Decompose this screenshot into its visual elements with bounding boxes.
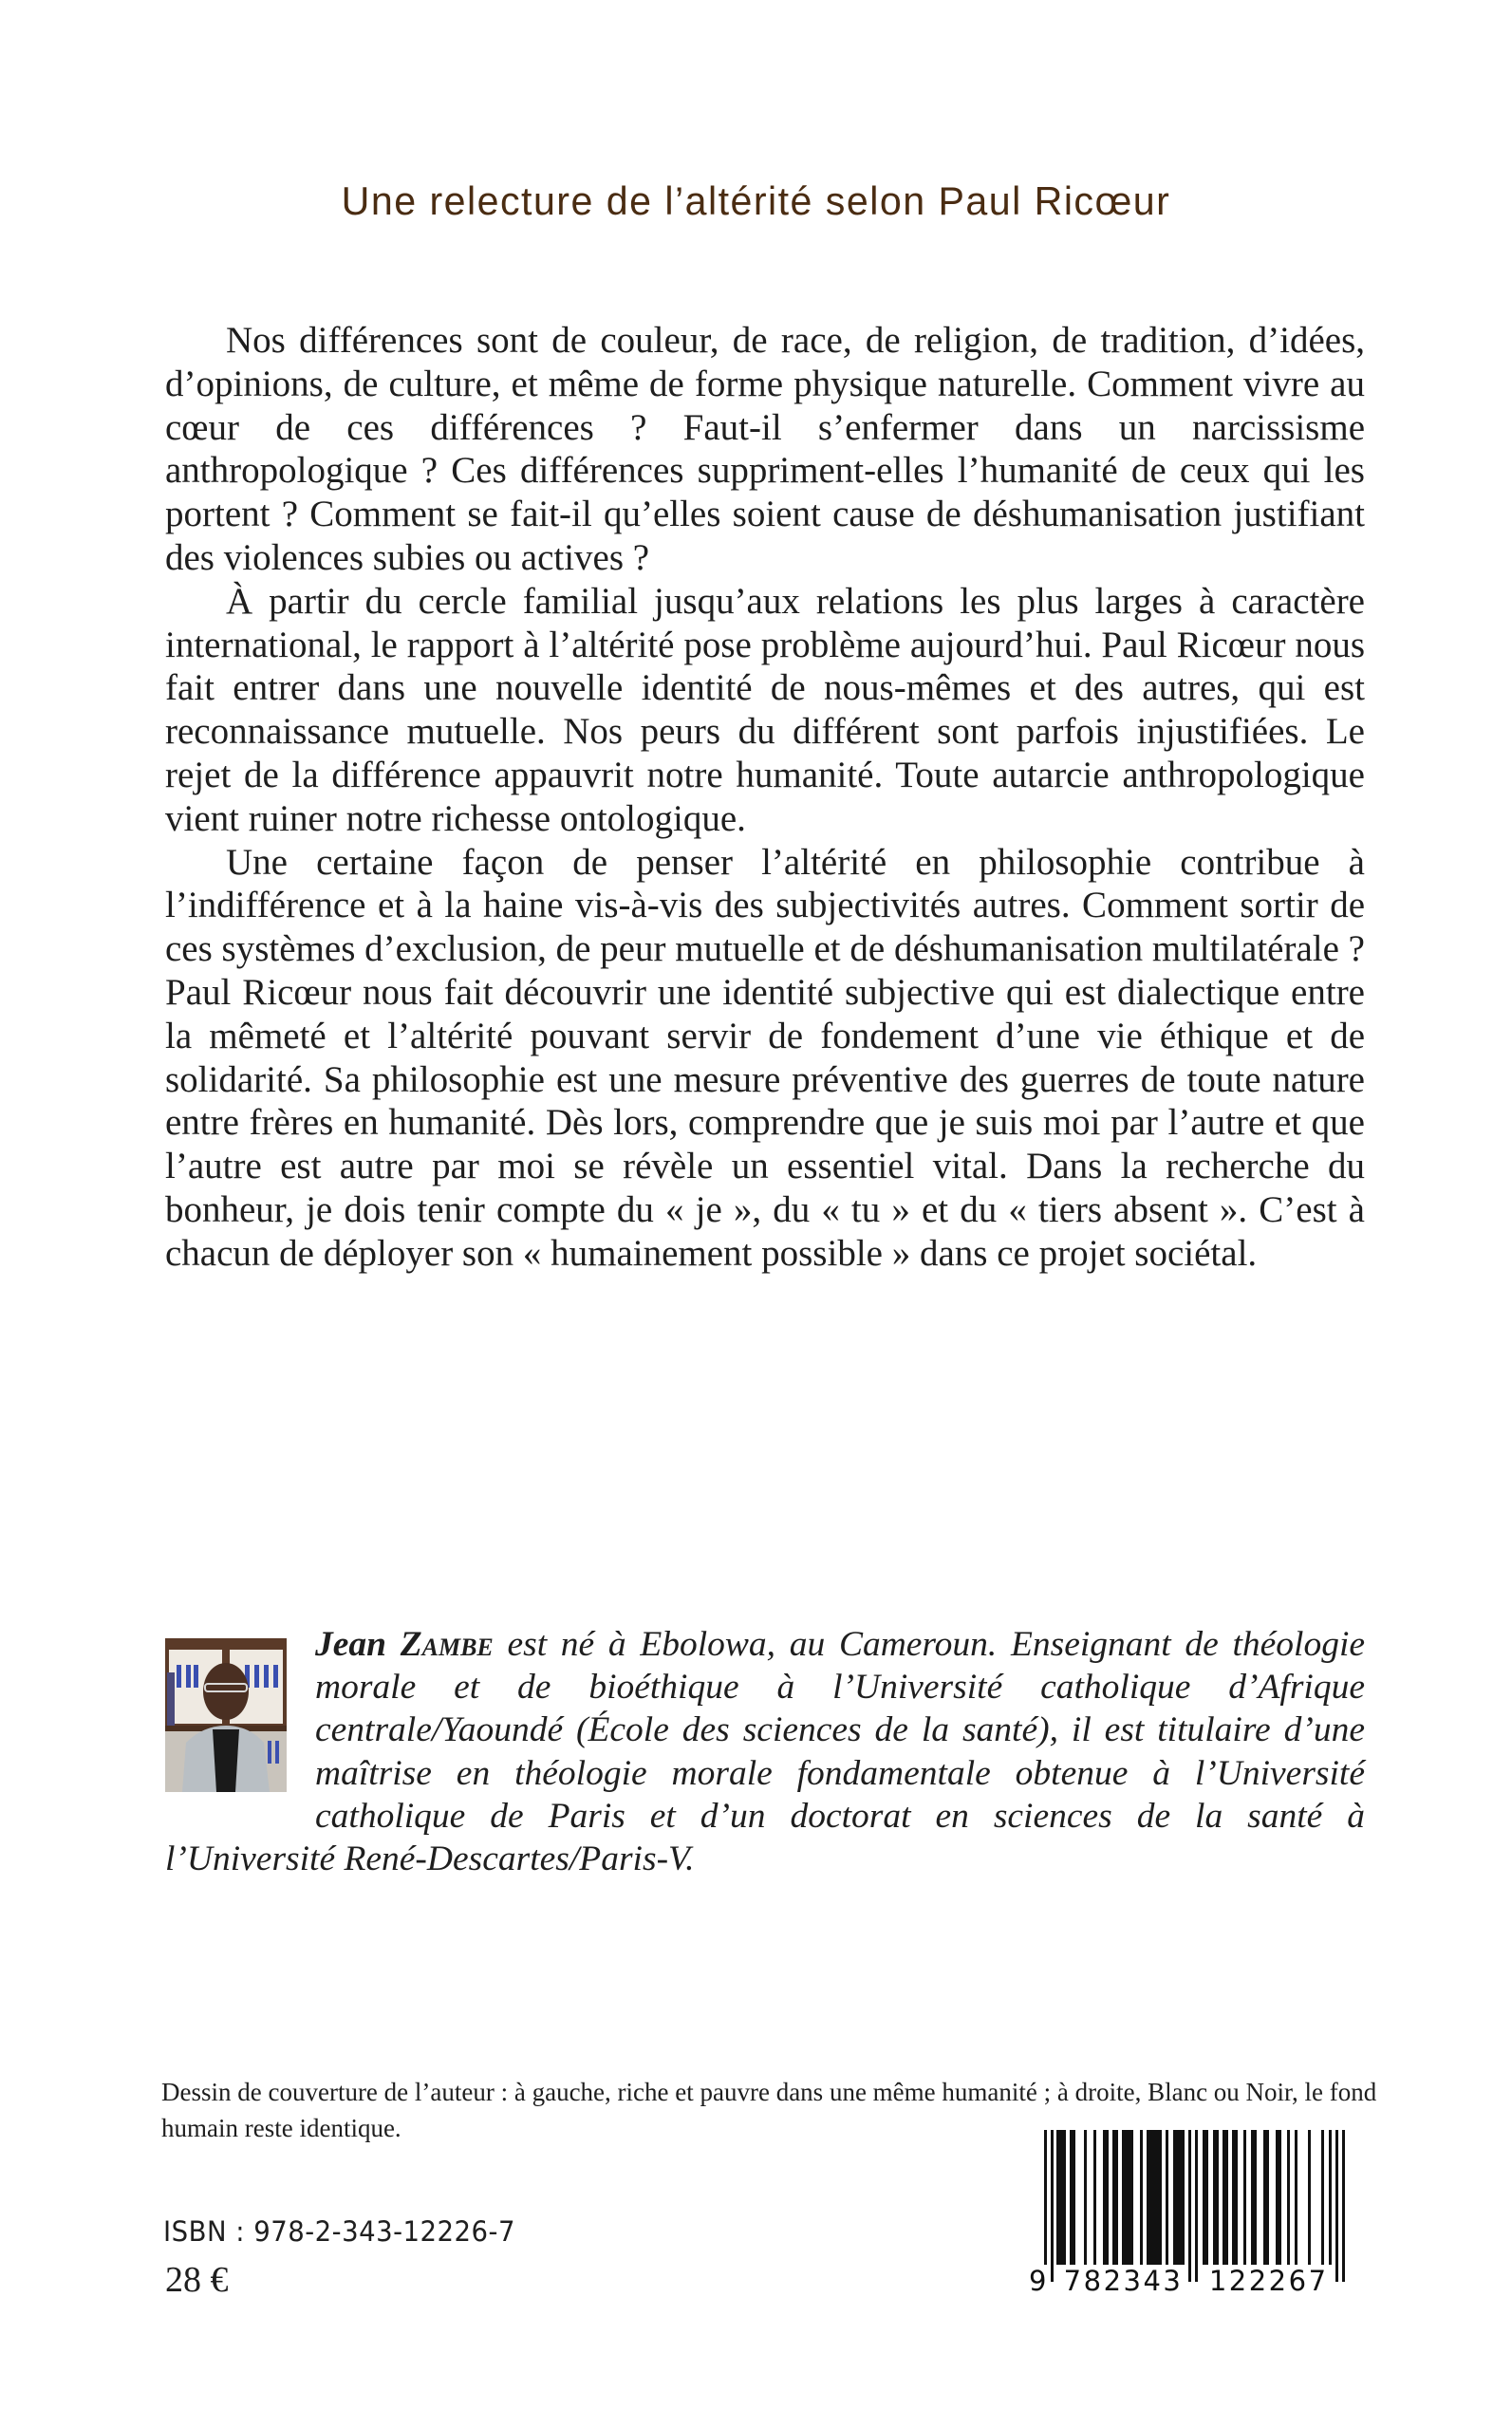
barcode-digit-first: 9 [1029,2265,1049,2297]
book-title: Une relecture de l’altérité selon Paul Ricœur [341,178,1171,223]
barcode-number [1027,2265,1369,2297]
barcode-digits-right: 122267 [1208,2265,1329,2297]
cover-credit: Dessin de couverture de l’auteur : à gauche, riche et pauvre dans une même humanité ; à droite, Blanc ou Noir, le fond humain reste identique. [161,2078,1377,2142]
barcode-digits-left: 782343 [1063,2265,1184,2297]
summary-paragraph: À partir du cercle familial jusqu’aux relations les plus larges à caractère international, le rapport à l’altérité pose problème aujourd’hui. Paul Ricœur nous fait entrer dans une nouvelle identité de nous-mêmes et des autres, qui est reconnaissance mutuelle. Nos peurs du différent sont parfois injustifiées. Le rejet de la différence appauvrit notre humanité. Toute autarcie anthropologique vient ruiner notre richesse ontologique. [165,580,1365,839]
author-bio [165,1623,1365,1880]
back-cover-summary [165,319,1365,1276]
author-photo [165,1638,287,1792]
isbn-label: ISBN : 978-2-343-12226-7 [163,2215,515,2248]
summary-paragraph: Une certaine façon de penser l’altérité en philosophie contribue à l’indifférence et à la haine vis-à-vis des subjectivités autres. Comment sortir de ces systèmes d’exclusion, de peur mutuelle et de déshumanisation multilatérale ? Paul Ricœur nous fait découvrir une identité subjective qui est dialectique entre la mêmeté et l’altérité pouvant servir de fondement d’une vie éthique et de solidarité. Sa philosophie est une mesure préventive des guerres de toute nature entre frères en humanité. Dès lors, comprendre que je suis moi par l’autre et que l’autre est autre par moi se révèle un essentiel vital. Dans la recherche du bonheur, je dois tenir compte du « je », du « tu » et du « tiers absent ». C’est à chacun de déployer son « humainement possible » dans ce projet sociétal. [165,841,1365,1274]
author-first-name: Jean [315,1625,386,1664]
author-bio-text: est né à Ebolowa, au Cameroun. Enseignant de théologie morale et de bioéthique à l’Université catholique d’Afrique centrale/Yaoundé (École des sciences de la santé), il est titulaire d’une maîtrise en théologie morale fondamentale obtenue à l’Université catholique de Paris et d’un doctorat en sciences de la santé à l’Université René-Descartes/Paris-V. [165,1625,1366,1879]
barcode-icon [1044,2130,1357,2282]
price: 28 € [165,2260,229,2300]
summary-paragraph: Nos différences sont de couleur, de race, de religion, de tradition, d’idées, d’opinions, de culture, et même de forme physique naturelle. Comment vivre au cœur de ces différences ? Faut-il s’enfermer dans un narcissisme anthropologique ? Ces différences suppriment-elles l’humanité de ceux qui les portent ? Comment se fait-il qu’elles soient cause de déshumanisation justifiant des violences subies ou actives ? [165,320,1365,578]
author-portrait-icon [165,1638,287,1792]
author-last-name: Zambe [400,1625,494,1664]
